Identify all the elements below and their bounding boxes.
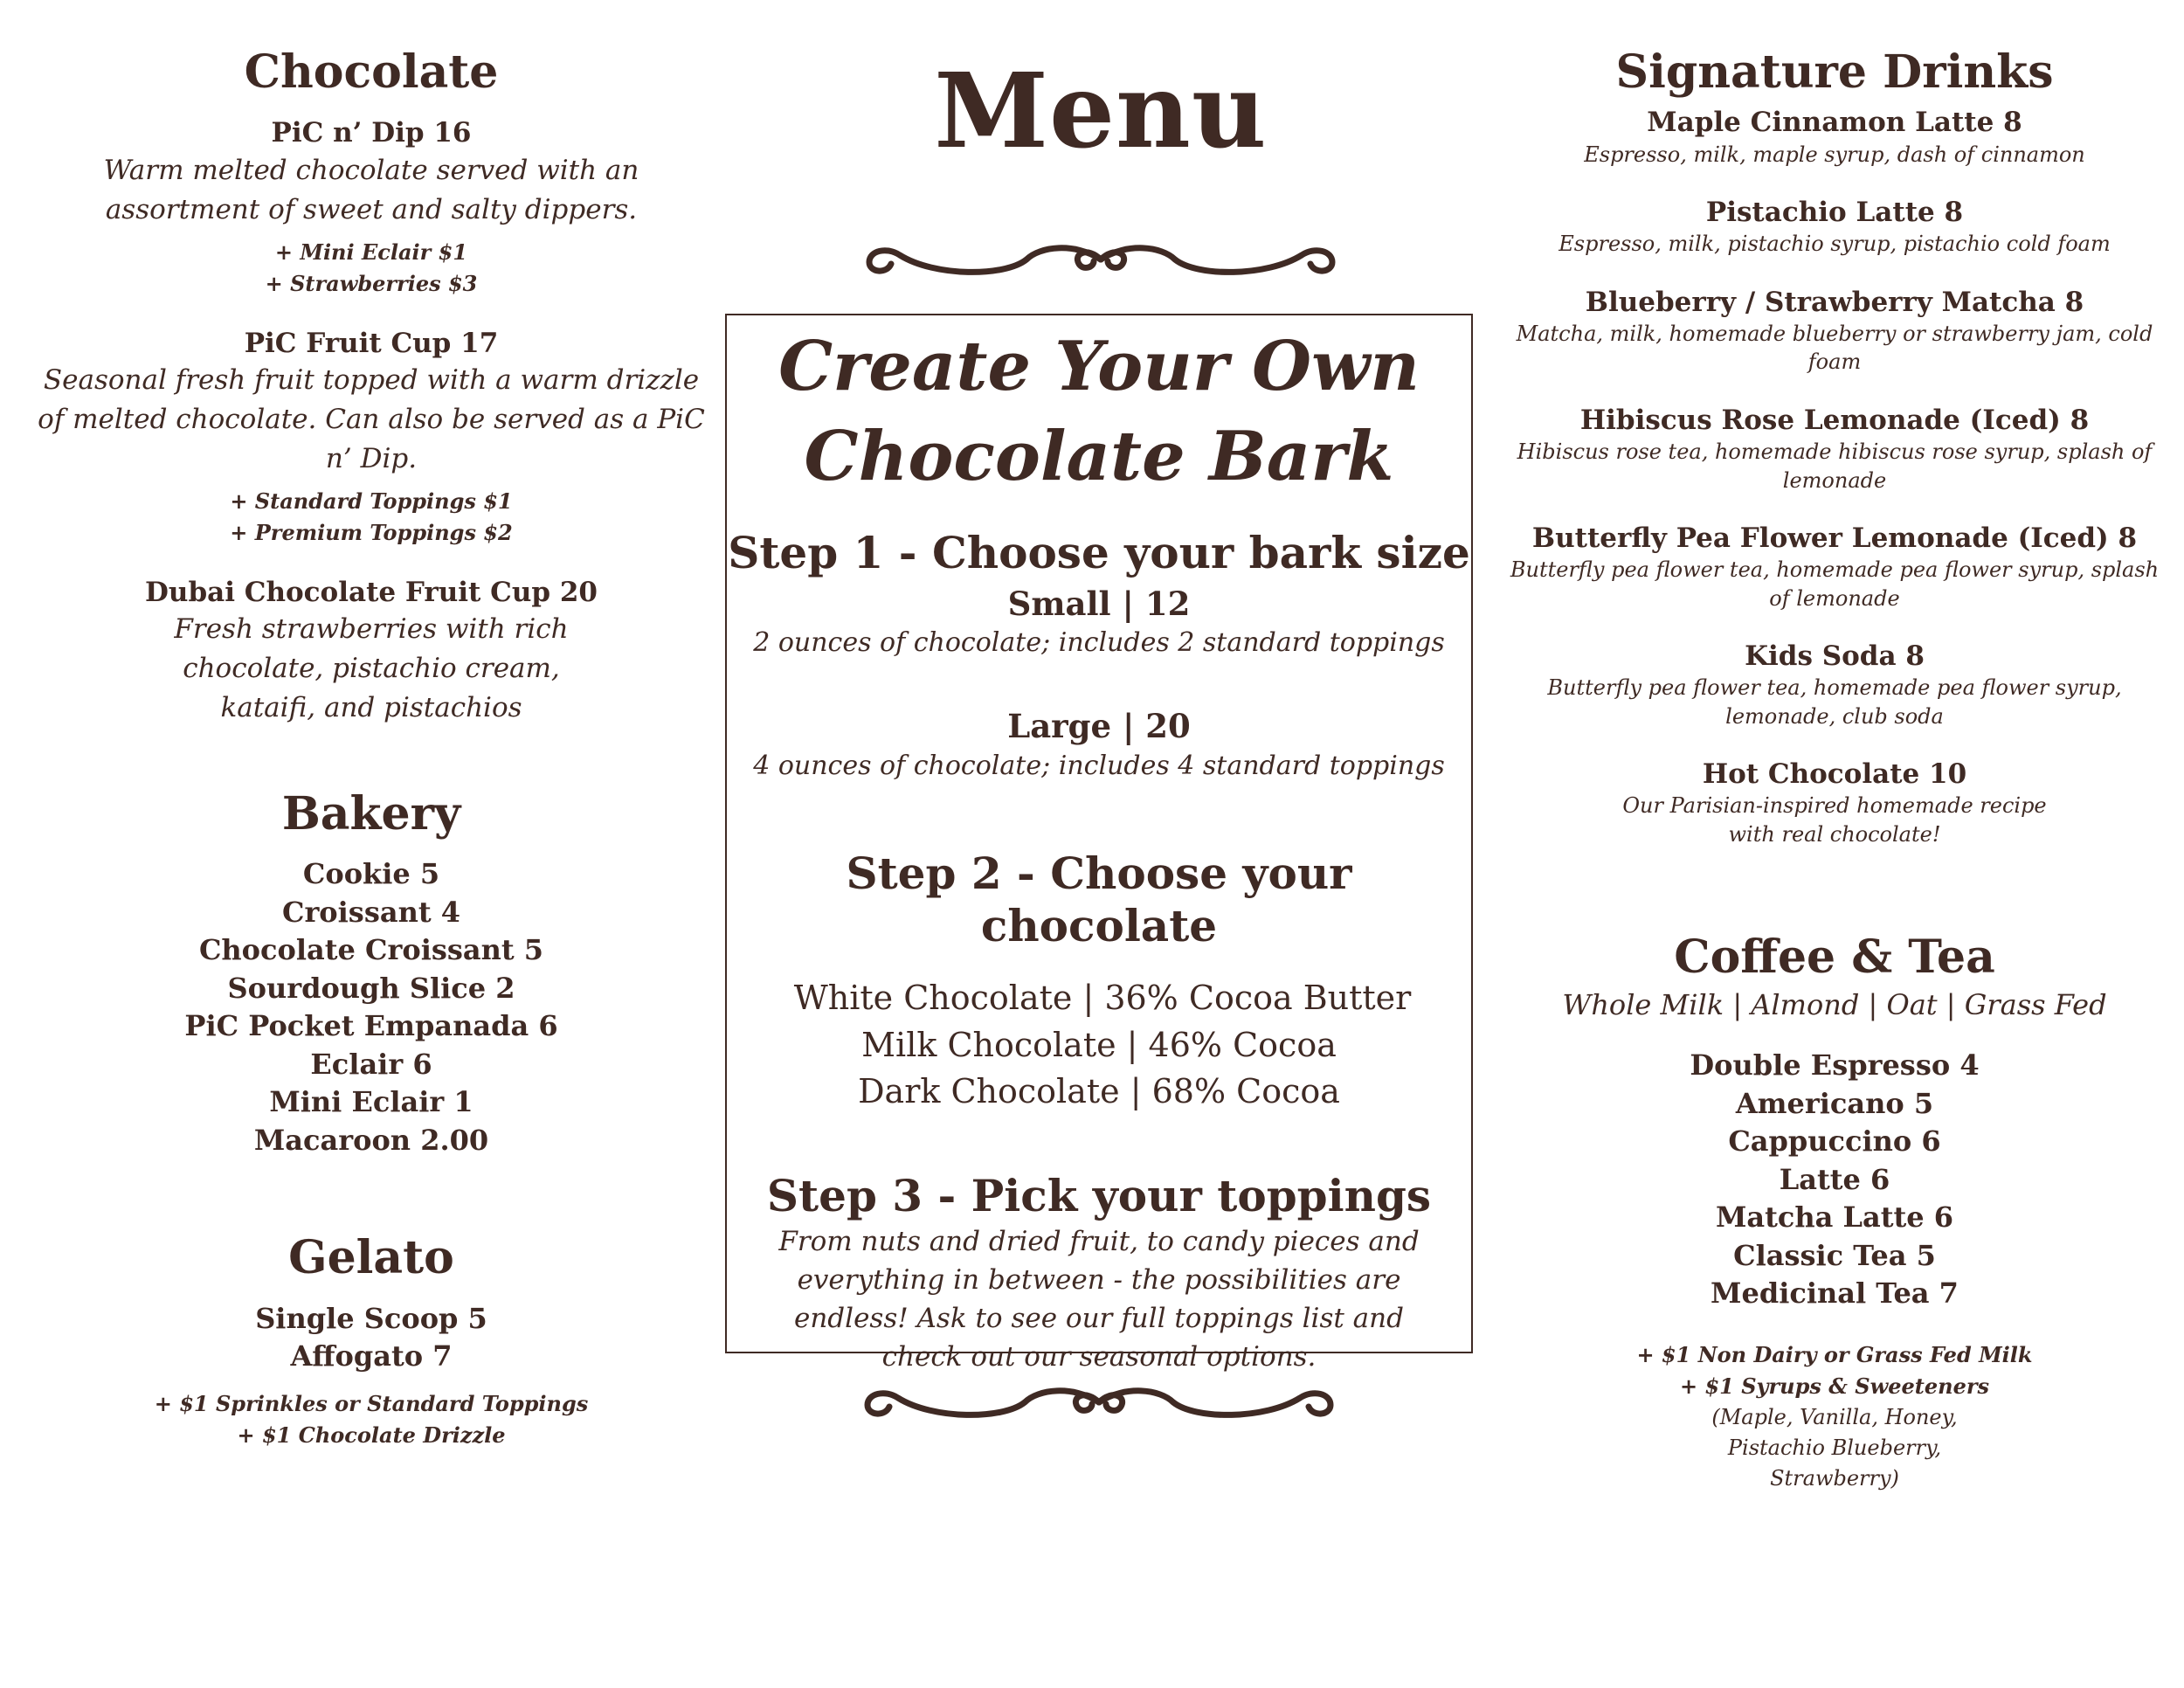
item-description: Seasonal fresh fruit topped with a warm drizzle of melted chocolate. Can also be served as a PiC n’ Dip. <box>38 363 705 474</box>
size-name: Small | 12 <box>1007 585 1191 624</box>
chocolate-option: Dark Chocolate | 68% Cocoa <box>858 1072 1340 1111</box>
list-item: Single Scoop 5 <box>255 1301 487 1335</box>
item-addon: + Strawberries $3 <box>265 270 478 296</box>
coffee-addon: + $1 Syrups & Sweeteners <box>1679 1373 1990 1399</box>
step1-title: Step 1 - Choose your bark size <box>728 527 1470 579</box>
list-item: Americano 5 <box>1735 1086 1934 1120</box>
list-item: Latte 6 <box>1779 1162 1890 1196</box>
drink-item <box>1485 105 2184 169</box>
size-name: Large | 20 <box>1007 707 1191 746</box>
bark-title-line: Chocolate Bark <box>804 417 1394 497</box>
bark-title-line: Create Your Own <box>778 327 1420 406</box>
drink-item <box>1485 639 2184 730</box>
menu-item <box>0 326 743 549</box>
left-column <box>0 0 743 1451</box>
list-item: Croissant 4 <box>281 895 461 929</box>
drink-name: Kids Soda 8 <box>1745 640 1925 672</box>
menu-item <box>0 115 743 299</box>
gelato-list <box>0 1300 743 1376</box>
bakery-section-title: Bakery <box>281 786 461 841</box>
list-item: Eclair 6 <box>310 1047 432 1081</box>
bakery-list <box>0 855 743 1159</box>
item-addon: + Standard Toppings $1 <box>230 488 513 514</box>
list-item: PiC Pocket Empanada 6 <box>184 1009 558 1043</box>
step2-title: Step 2 - Choose your chocolate <box>846 847 1352 951</box>
right-column <box>1485 0 2184 1493</box>
drink-description: Our Parisian-inspired homemade recipe with real chocolate! <box>1622 793 2047 847</box>
step3-description: From nuts and dried fruit, to candy pieces and everything in between - the possibilities are endless! Ask to see our full toppings list and check out our seasonal options. <box>778 1226 1420 1373</box>
drink-name: Butterfly Pea Flower Lemonade (Iced) 8 <box>1531 522 2138 554</box>
drink-name: Maple Cinnamon Latte 8 <box>1647 107 2022 139</box>
chocolate-option: White Chocolate | 36% Cocoa Butter <box>793 978 1412 1017</box>
list-item: Cookie 5 <box>302 857 440 891</box>
drink-description: Espresso, milk, pistachio syrup, pistachio cold foam <box>1559 232 2111 257</box>
coffee-tea-title: Coffee & Tea <box>1674 930 1995 985</box>
flourish-divider-icon <box>865 238 1337 281</box>
drink-item <box>1485 521 2184 612</box>
signature-drinks-title: Signature Drinks <box>1615 45 2054 99</box>
list-item: Sourdough Slice 2 <box>227 971 515 1005</box>
drink-name: Hot Chocolate 10 <box>1702 758 1967 791</box>
drink-name: Hibiscus Rose Lemonade (Iced) 8 <box>1579 404 2090 436</box>
item-name: PiC n’ Dip 16 <box>271 117 472 149</box>
item-name: Dubai Chocolate Fruit Cup 20 <box>145 576 598 608</box>
item-description: Fresh strawberries with rich chocolate, pistachio cream, kataifi, and pistachios <box>174 612 569 723</box>
gelato-addon: + $1 Sprinkles or Standard Toppings <box>154 1390 589 1416</box>
chocolate-option: Milk Chocolate | 46% Cocoa <box>861 1025 1337 1064</box>
item-description: Warm melted chocolate served with an assortment of sweet and salty dippers. <box>103 154 639 225</box>
list-item: Macaroon 2.00 <box>253 1123 489 1157</box>
menu-item <box>0 575 743 728</box>
drink-description: Butterfly pea flower tea, homemade pea flower syrup, lemonade, club soda <box>1547 675 2122 729</box>
flourish-divider-icon <box>863 1380 1335 1424</box>
list-item: Chocolate Croissant 5 <box>198 933 544 967</box>
drink-name: Pistachio Latte 8 <box>1705 197 1964 229</box>
list-item: Double Espresso 4 <box>1690 1048 1980 1083</box>
drink-description: Butterfly pea flower tea, homemade pea flower syrup, splash of lemonade <box>1510 557 2160 611</box>
menu-title: Menu <box>934 50 1268 171</box>
drink-description: Matcha, milk, homemade blueberry or strawberry jam, cold foam <box>1516 322 2153 375</box>
list-item: Matcha Latte 6 <box>1715 1200 1954 1235</box>
item-addon: + Premium Toppings $2 <box>230 519 513 545</box>
gelato-addon: + $1 Chocolate Drizzle <box>237 1422 506 1448</box>
list-item: Medicinal Tea 7 <box>1711 1276 1959 1311</box>
step3-title: Step 3 - Pick your toppings <box>766 1170 1432 1222</box>
drink-item <box>1485 285 2184 377</box>
coffee-addon: + $1 Non Dairy or Grass Fed Milk <box>1636 1341 2033 1367</box>
list-item: Mini Eclair 1 <box>269 1085 473 1119</box>
syrup-note: (Maple, Vanilla, Honey, Pistachio Blueberry, Strawberry) <box>1711 1404 1958 1491</box>
size-description: 2 ounces of chocolate; includes 2 standard toppings <box>753 627 1445 659</box>
coffee-list <box>1485 1047 2184 1313</box>
drink-item <box>1485 757 2184 848</box>
list-item: Classic Tea 5 <box>1733 1238 1936 1272</box>
drink-description: Hibiscus rose tea, homemade hibiscus rose syrup, splash of lemonade <box>1517 439 2153 493</box>
drink-item <box>1485 195 2184 259</box>
middle-column <box>725 0 1476 1373</box>
create-your-own-bark-box <box>725 314 1473 1373</box>
size-description: 4 ounces of chocolate; includes 4 standard toppings <box>753 750 1445 781</box>
drink-description: Espresso, milk, maple syrup, dash of cinnamon <box>1584 142 2085 167</box>
item-name: PiC Fruit Cup 17 <box>244 327 499 359</box>
list-item: Affogato 7 <box>290 1339 453 1373</box>
drink-name: Blueberry / Strawberry Matcha 8 <box>1585 286 2084 318</box>
bark-title <box>727 319 1471 504</box>
item-addon: + Mini Eclair $1 <box>274 239 468 265</box>
chocolate-section-title: Chocolate <box>244 45 499 99</box>
drink-item <box>1485 403 2184 495</box>
milk-options: Whole Milk | Almond | Oat | Grass Fed <box>1562 987 2107 1021</box>
gelato-section-title: Gelato <box>288 1231 454 1285</box>
list-item: Cappuccino 6 <box>1728 1124 1941 1159</box>
